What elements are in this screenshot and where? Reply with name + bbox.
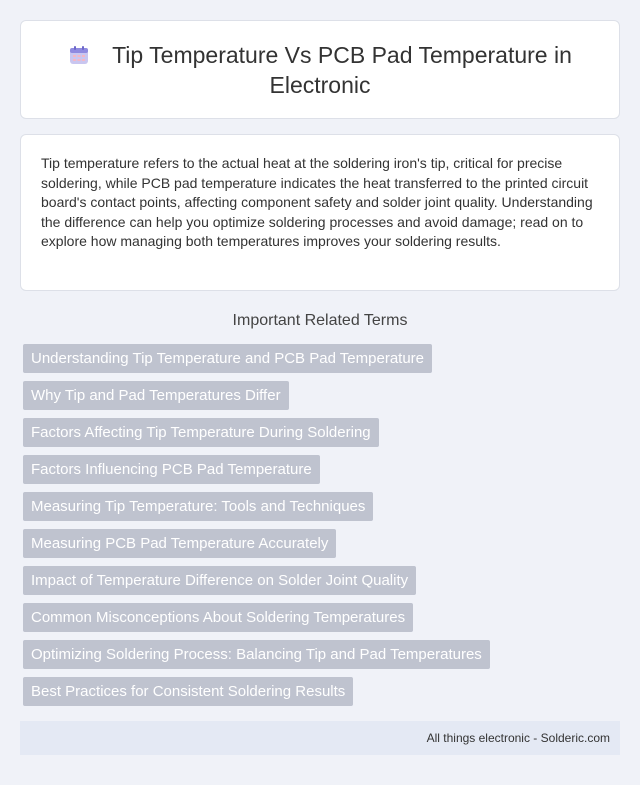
summary-card: [20, 134, 620, 291]
related-term-link[interactable]: Best Practices for Consistent Soldering Results: [23, 677, 353, 706]
related-term-link[interactable]: Measuring Tip Temperature: Tools and Techniques: [23, 492, 373, 521]
related-terms-heading: Important Related Terms: [232, 312, 408, 329]
calendar-icon: [68, 43, 90, 65]
related-term-link[interactable]: Understanding Tip Temperature and PCB Pad Temperature: [23, 344, 432, 373]
summary-text: Tip temperature refers to the actual heat at the soldering iron's tip, critical for precise soldering, while PCB pad temperature indicates the heat transferred to the printed circuit board's contact points, affecting component safety and solder joint quality. Understanding the difference can help you optimize soldering processes and avoid damage; read on to explore how managing both temperatures improves your soldering results.: [41, 155, 593, 250]
related-term-link[interactable]: Optimizing Soldering Process: Balancing Tip and Pad Temperatures: [23, 640, 490, 669]
related-terms-list: [23, 344, 490, 714]
page-title: Tip Temperature Vs PCB Pad Temperature in Electronic: [112, 41, 572, 98]
related-term-link[interactable]: Why Tip and Pad Temperatures Differ: [23, 381, 289, 410]
title-card: [20, 20, 620, 119]
page-title-wrap: [40, 40, 600, 100]
related-term-link[interactable]: Factors Influencing PCB Pad Temperature: [23, 455, 320, 484]
related-term-link[interactable]: Impact of Temperature Difference on Solder Joint Quality: [23, 566, 416, 595]
related-term-link[interactable]: Measuring PCB Pad Temperature Accurately: [23, 529, 336, 558]
footer-text: All things electronic - Solderic.com: [426, 731, 610, 745]
footer: [20, 721, 620, 755]
related-term-link[interactable]: Factors Affecting Tip Temperature During Soldering: [23, 418, 379, 447]
related-term-link[interactable]: Common Misconceptions About Soldering Temperatures: [23, 603, 413, 632]
